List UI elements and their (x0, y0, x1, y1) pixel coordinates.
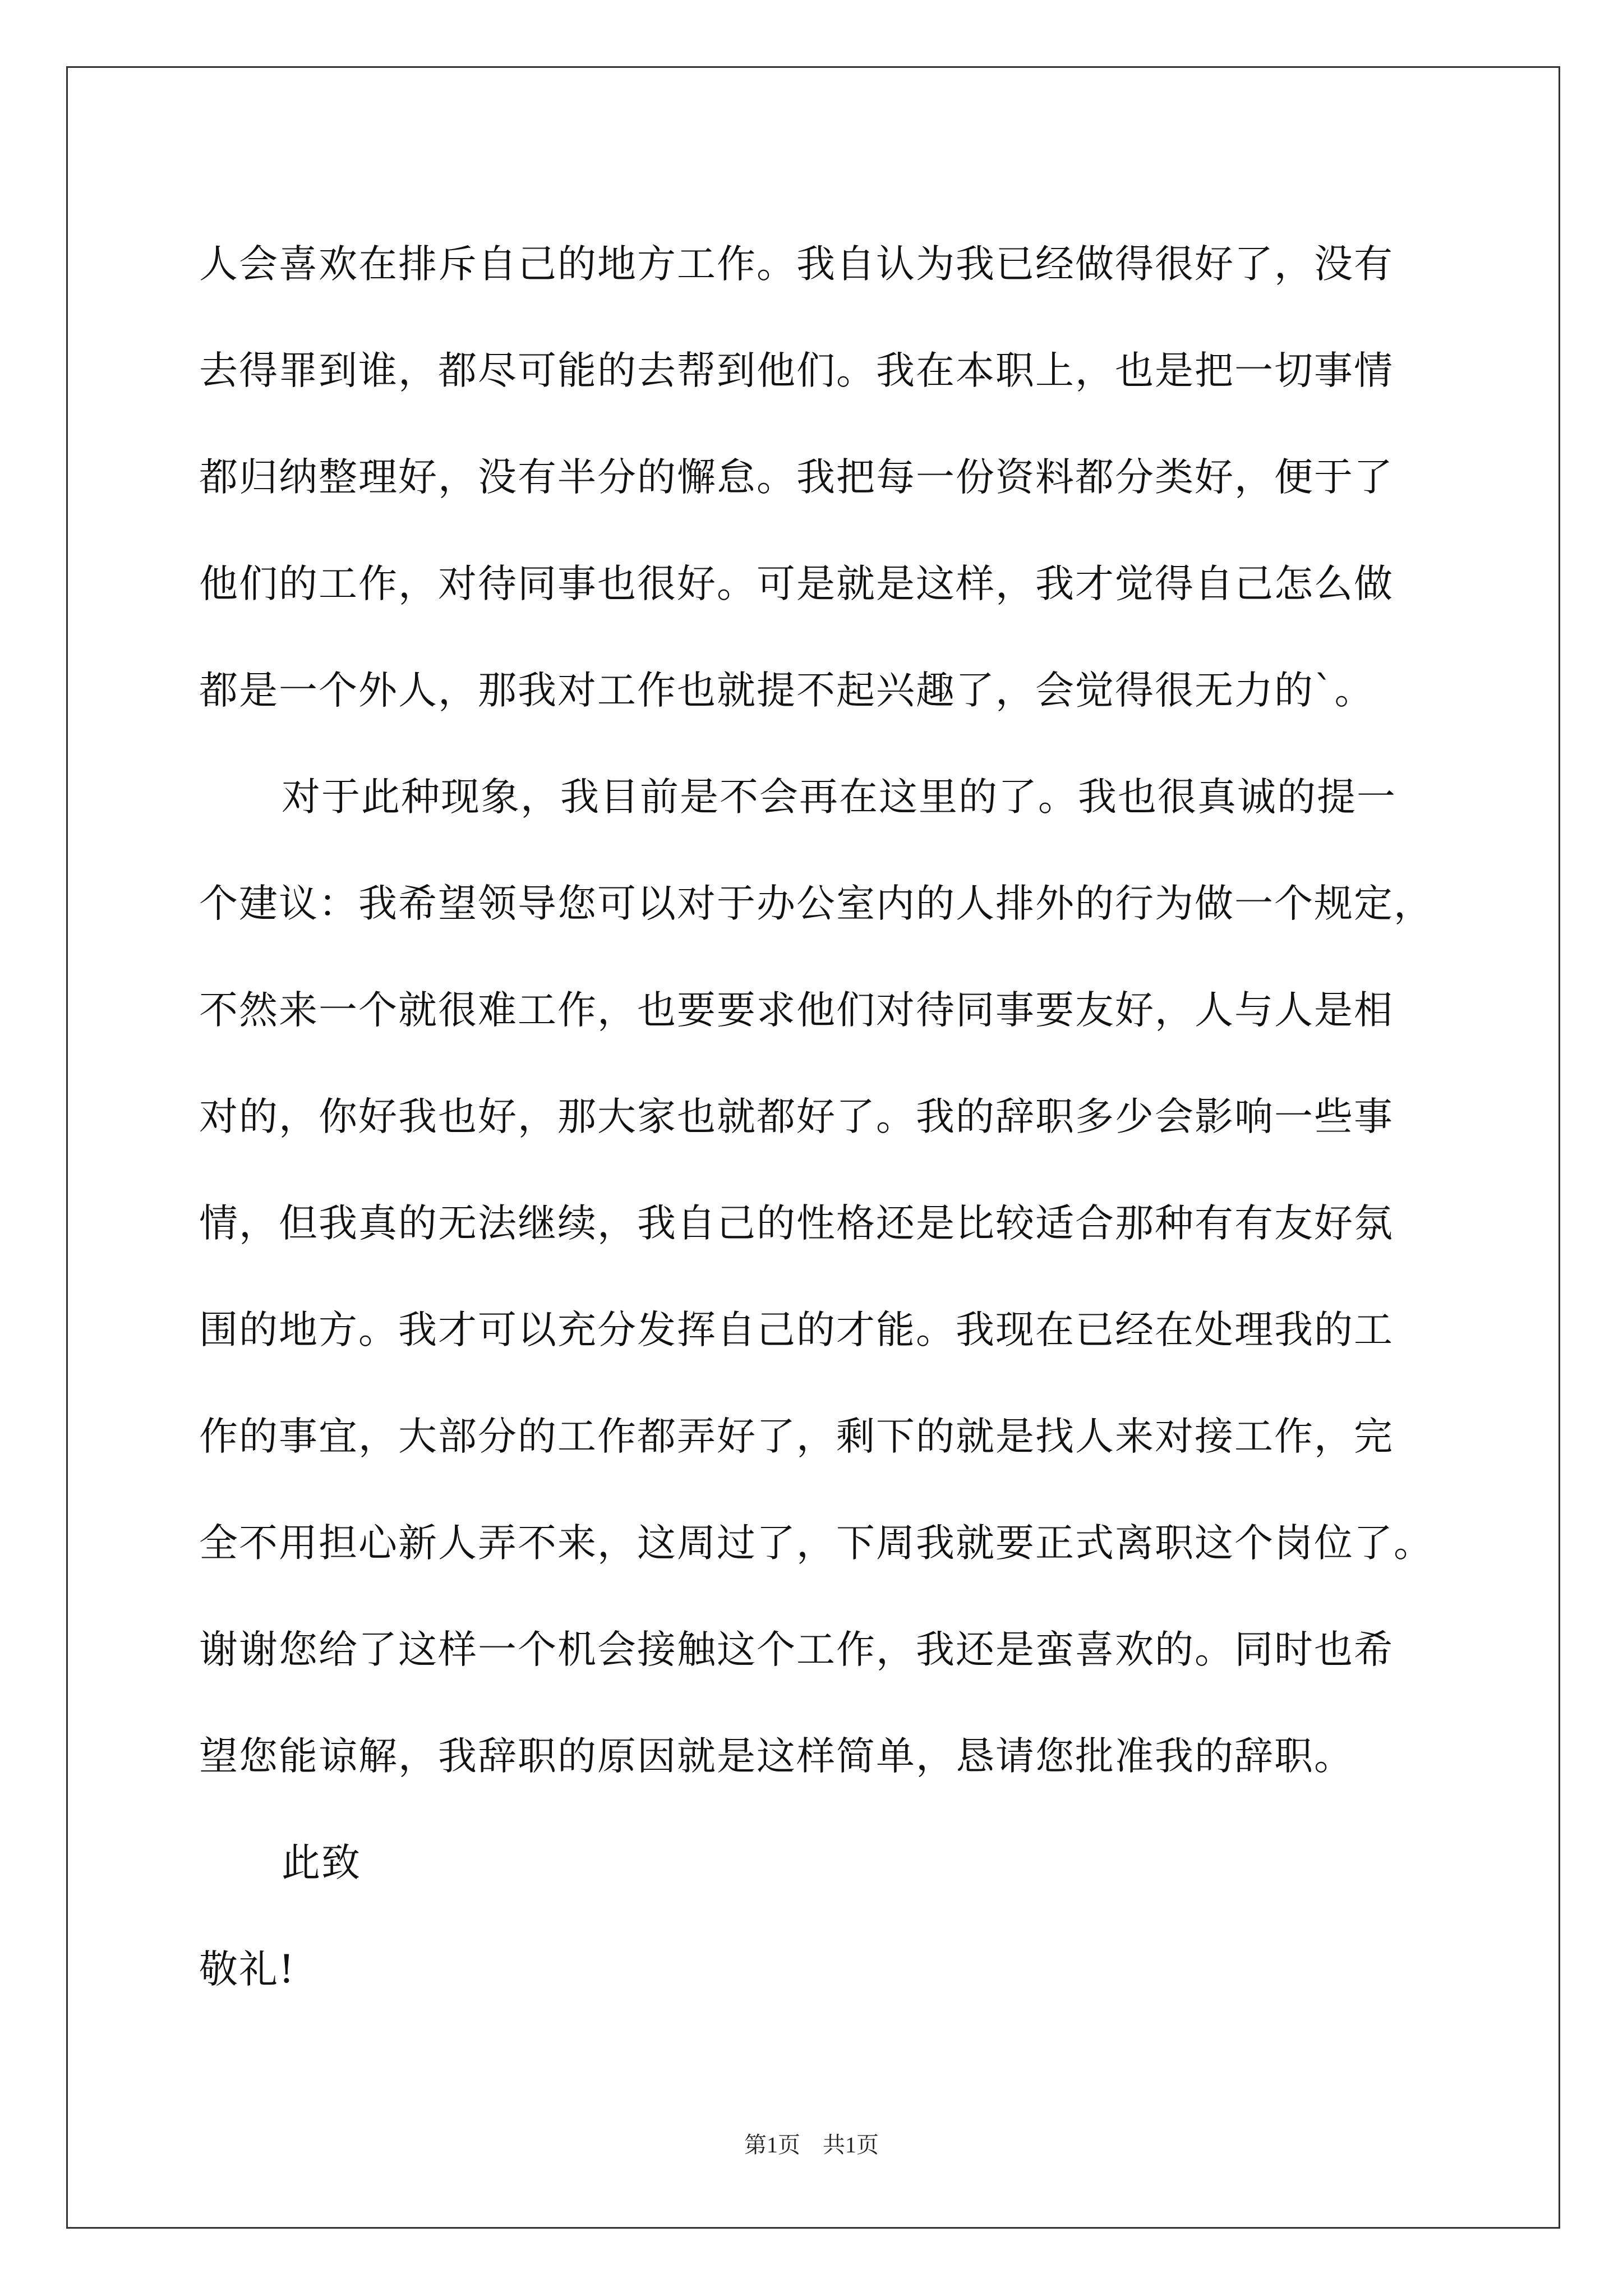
closing-salutation: 此致 (282, 1841, 361, 1885)
text-line: 他们的工作，对待同事也很好。可是就是这样，我才觉得自己怎么做 (199, 562, 1394, 606)
text-line: 人会喜欢在排斥自己的地方工作。我自认为我已经做得很好了，没有 (199, 242, 1394, 287)
text-line: 都是一个外人，那我对工作也就提不起兴趣了，会觉得很无力的`。 (199, 668, 1375, 713)
text-line: 围的地方。我才可以充分发挥自己的才能。我现在已经在处理我的工 (199, 1308, 1394, 1352)
text-line: 全不用担心新人弄不来，这周过了，下周我就要正式离职这个岗位了。 (199, 1521, 1433, 1566)
closing-regards: 敬礼! (199, 1947, 296, 1992)
text-line: 谢谢您给了这样一个机会接触这个工作，我还是蛮喜欢的。同时也希 (199, 1627, 1394, 1672)
text-line: 去得罪到谁，都尽可能的去帮到他们。我在本职上，也是把一切事情 (199, 348, 1394, 393)
text-line: 情，但我真的无法继续，我自己的性格还是比较适合那种有有友好氛 (199, 1201, 1394, 1246)
text-line: 都归纳整理好，没有半分的懈怠。我把每一份资料都分类好，便于了 (199, 455, 1394, 500)
text-line: 望您能谅解，我辞职的原因就是这样简单，恳请您批准我的辞职。 (199, 1734, 1354, 1779)
text-line: 对于此种现象，我目前是不会再在这里的了。我也很真诚的提一 (282, 775, 1396, 820)
text-line: 个建议：我希望领导您可以对于办公室内的人排外的行为做一个规定， (199, 881, 1433, 926)
page-footer: 第1页 共1页 (744, 2132, 879, 2157)
text-line: 作的事宜，大部分的工作都弄好了，剩下的就是找人来对接工作，完 (199, 1414, 1394, 1459)
letter-body (199, 211, 1489, 2023)
text-line: 对的，你好我也好，那大家也就都好了。我的辞职多少会影响一些事 (199, 1094, 1394, 1139)
text-line: 不然来一个就很难工作，也要要求他们对待同事要友好，人与人是相 (199, 988, 1394, 1033)
